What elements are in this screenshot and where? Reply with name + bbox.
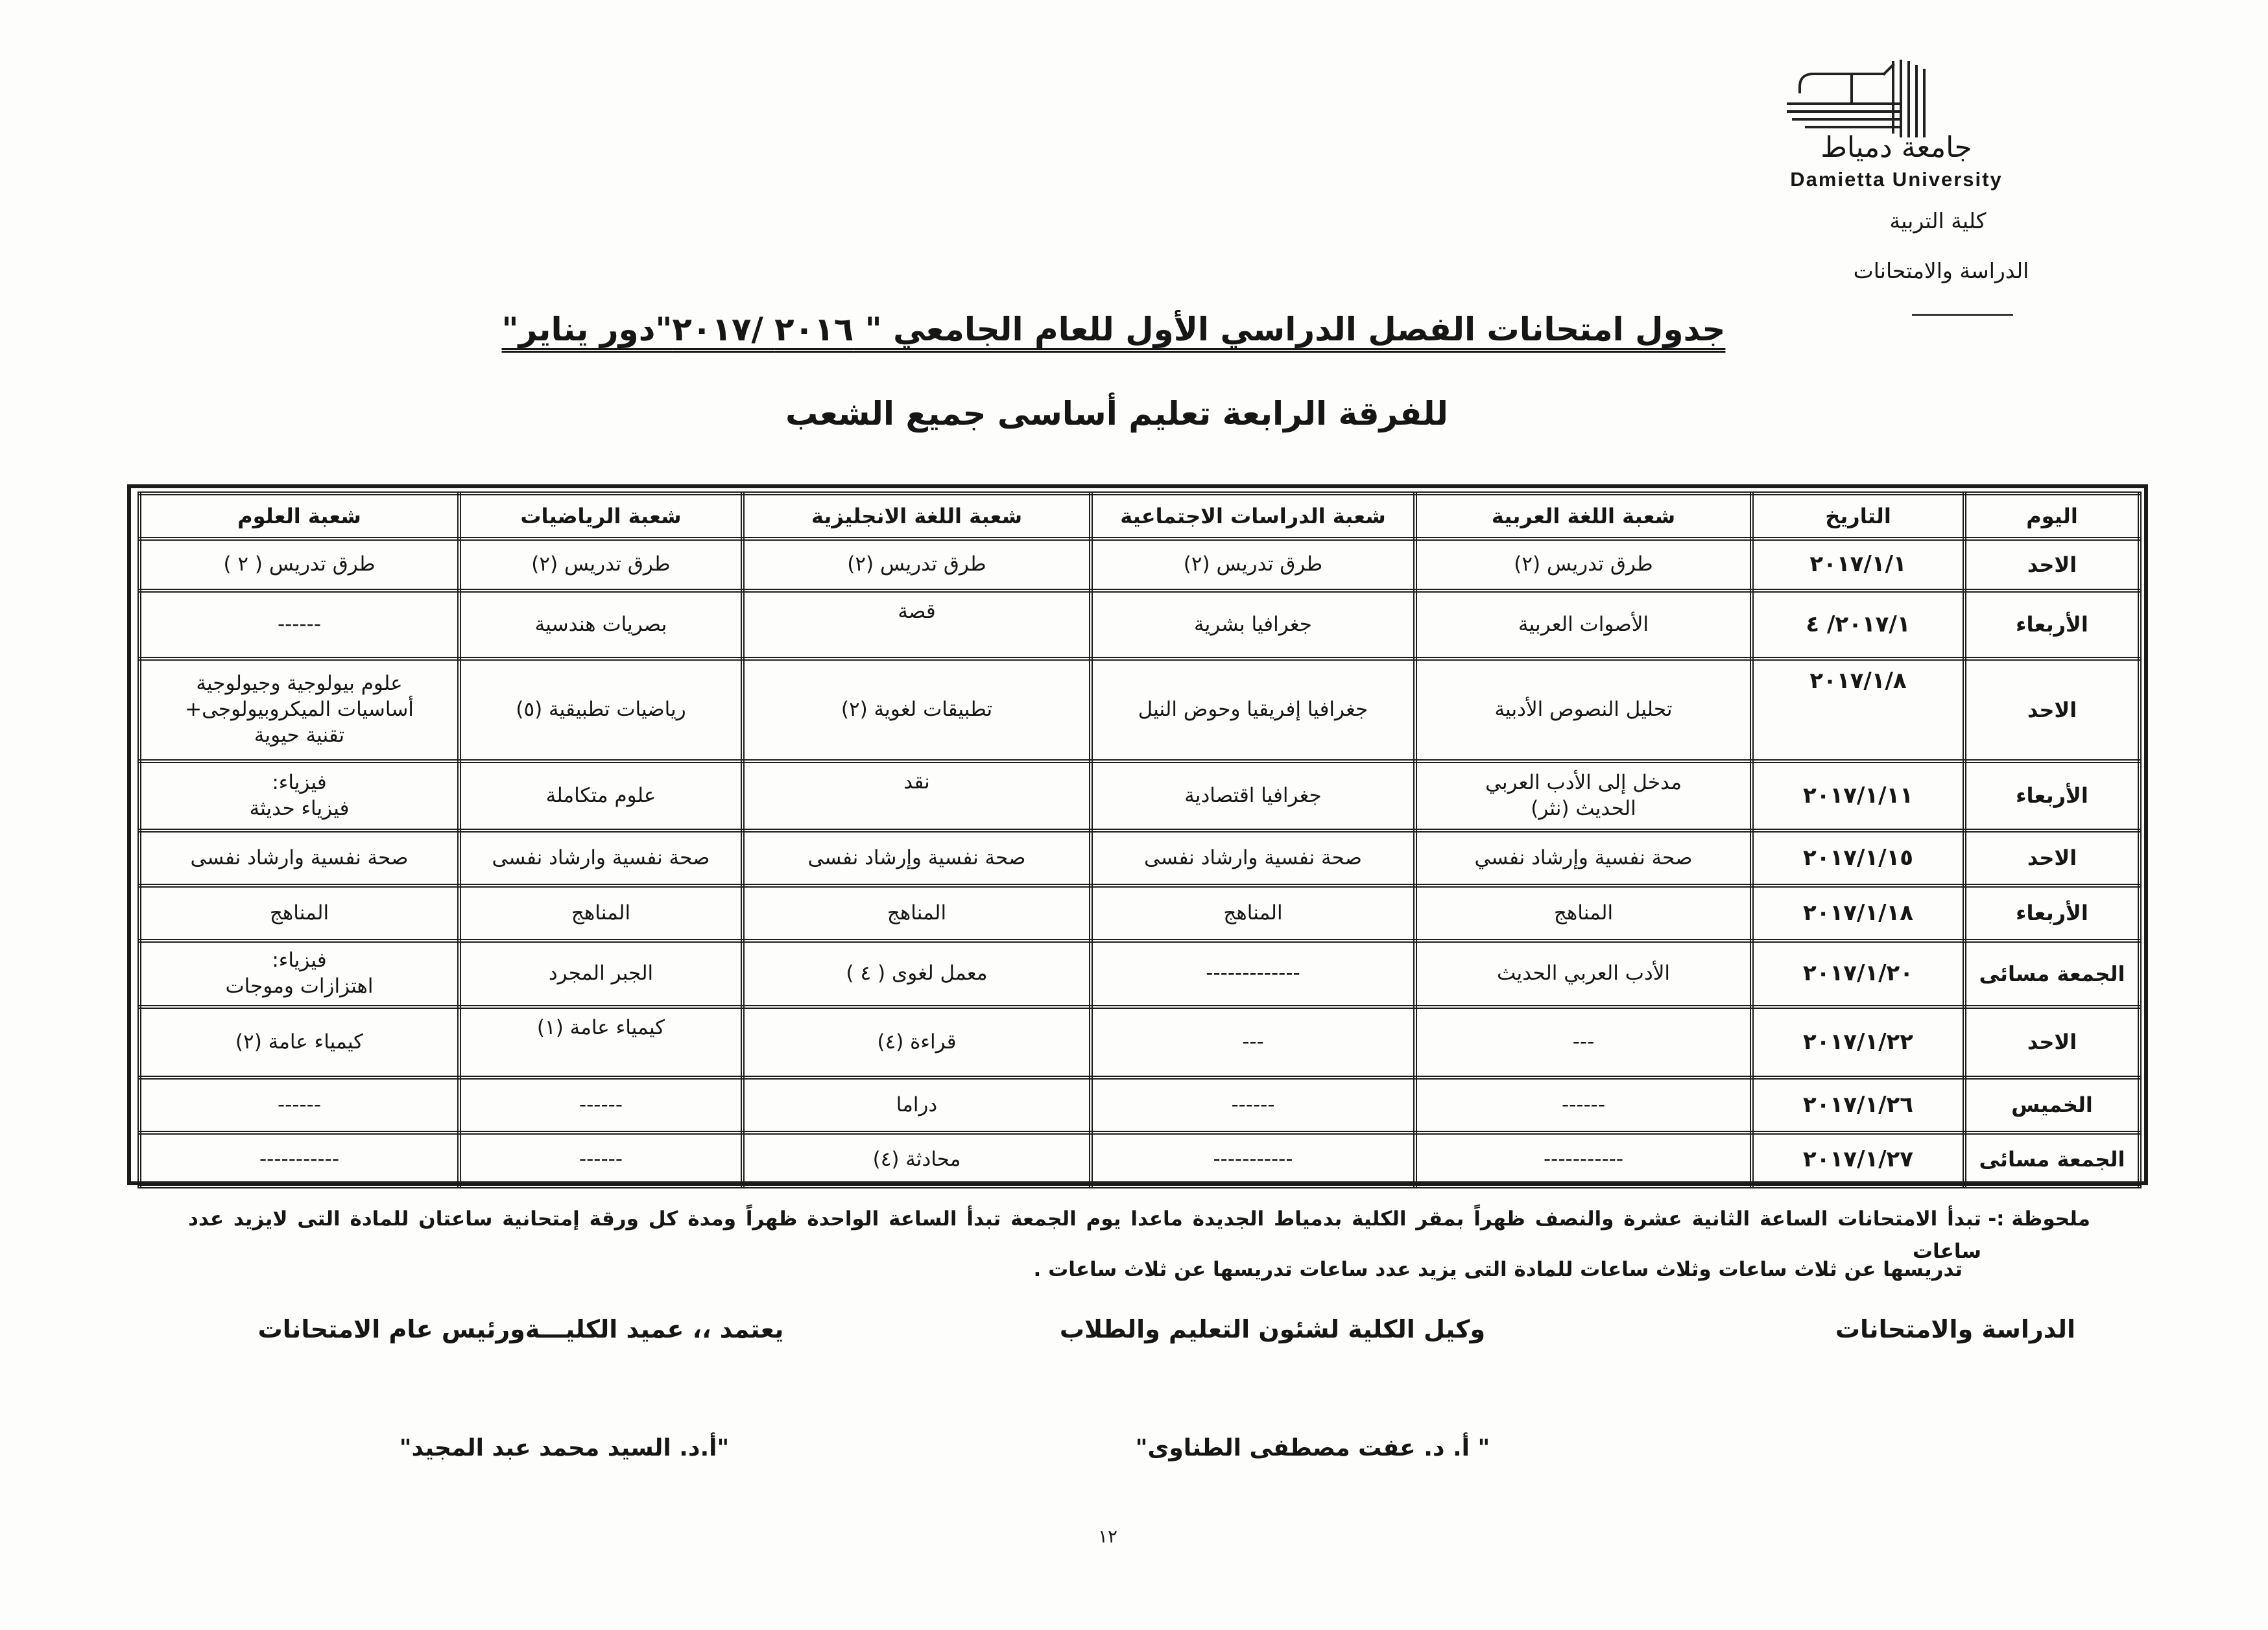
signature-vice-dean: وكيل الكلية لشئون التعليم والطلاب: [1059, 1315, 1486, 1343]
cell-arabic: المناهج: [1415, 886, 1752, 941]
cell-english: طرق تدريس (٢): [743, 539, 1091, 591]
note-label: ملحوظة :-: [1988, 1207, 2090, 1231]
cell-english: صحة نفسية وإرشاد نفسى: [743, 831, 1091, 886]
table-row: [139, 831, 2140, 886]
cell-day: الجمعة مسائى: [1964, 941, 2140, 1007]
cell-science: ------: [139, 591, 459, 659]
cell-english: دراما: [743, 1078, 1091, 1133]
table-row: [139, 1007, 2140, 1078]
cell-date: ٢٠١٧/١/ ٤: [1752, 591, 1964, 659]
cell-social: المناهج: [1091, 886, 1415, 941]
cell-arabic: مدخل إلى الأدب العربي الحديث (نثر): [1415, 761, 1752, 831]
cell-arabic: الأصوات العربية: [1415, 591, 1752, 659]
cell-date: ٢٠١٧/١/١: [1752, 539, 1964, 591]
cell-day: الأربعاء: [1964, 761, 2140, 831]
department-name: الدراسة والامتحانات: [1853, 258, 2029, 283]
cell-social: -------------: [1091, 941, 1415, 1007]
signature-dean: يعتمد ،، عميد الكليـــةورئيس عام الامتحانات: [257, 1315, 784, 1343]
cell-math: رياضيات تطبيقية (٥): [459, 659, 743, 761]
cell-arabic: تحليل النصوص الأدبية: [1415, 659, 1752, 761]
page-number: ١٢: [1097, 1526, 1118, 1547]
cell-day: الاحد: [1964, 659, 2140, 761]
cell-math: المناهج: [459, 886, 743, 941]
cell-date: ٢٠١٧/١/١٥: [1752, 831, 1964, 886]
column-header-date: التاريخ: [1752, 493, 1964, 539]
cell-math: علوم متكاملة: [459, 761, 743, 831]
column-header-social-studies: شعبة الدراسات الاجتماعية: [1091, 493, 1415, 539]
cell-arabic: ---: [1415, 1007, 1752, 1078]
cell-date: ٢٠١٧/١/٨: [1752, 659, 1964, 761]
cell-date: ٢٠١٧/١/١٨: [1752, 886, 1964, 941]
page-title: [141, 302, 2086, 357]
cell-math: بصريات هندسية: [459, 591, 743, 659]
cell-date: ٢٠١٧/١/٢٦: [1752, 1078, 1964, 1133]
cell-date: ٢٠١٧/١/١١: [1752, 761, 1964, 831]
cell-math: صحة نفسية وارشاد نفسى: [459, 831, 743, 886]
cell-date: ٢٠١٧/١/٢٢: [1752, 1007, 1964, 1078]
cell-day: الأربعاء: [1964, 886, 2140, 941]
page-title-text: جدول امتحانات الفصل الدراسي الأول للعام الجامعي " ٢٠١٦ /٢٠١٧"دور يناير": [501, 311, 1726, 348]
cell-english: قراءة (٤): [743, 1007, 1091, 1078]
cell-english: تطبيقات لغوية (٢): [743, 659, 1091, 761]
cell-math: ------: [459, 1078, 743, 1133]
cell-day: الأربعاء: [1964, 591, 2140, 659]
column-header-arabic: شعبة اللغة العربية: [1415, 493, 1752, 539]
university-name-arabic: جامعة دمياط: [1820, 131, 1972, 164]
cell-math: الجبر المجرد: [459, 941, 743, 1007]
page-subtitle: للفرقة الرابعة تعليم أساسى جميع الشعب: [785, 395, 1448, 432]
cell-day: الاحد: [1964, 539, 2140, 591]
dean-name: "أ.د. السيد محمد عبد المجيد": [399, 1435, 730, 1461]
vice-dean-name: " أ. د. عفت مصطفى الطناوى": [1135, 1435, 1490, 1461]
cell-social: طرق تدريس (٢): [1091, 539, 1415, 591]
university-name-english: Damietta University: [1790, 168, 2003, 191]
exam-schedule-table: [137, 491, 2142, 1188]
cell-arabic: الأدب العربي الحديث: [1415, 941, 1752, 1007]
table-row: [139, 1078, 2140, 1133]
cell-science: كيمياء عامة (٢): [139, 1007, 459, 1078]
cell-science: علوم بيولوجية وجيولوجية أساسيات الميكروبيولوجى+ تقنية حيوية: [139, 659, 459, 761]
cell-social: جغرافيا بشرية: [1091, 591, 1415, 659]
table-row: [139, 761, 2140, 831]
cell-science: المناهج: [139, 886, 459, 941]
cell-science: -----------: [139, 1133, 459, 1187]
table-row: [139, 886, 2140, 941]
cell-date: ٢٠١٧/١/٢٠: [1752, 941, 1964, 1007]
cell-science: صحة نفسية وارشاد نفسى: [139, 831, 459, 886]
cell-english: المناهج: [743, 886, 1091, 941]
cell-date: ٢٠١٧/١/٢٧: [1752, 1133, 1964, 1187]
column-header-science: شعبة العلوم: [139, 493, 459, 539]
cell-social: ---: [1091, 1007, 1415, 1078]
cell-social: -----------: [1091, 1133, 1415, 1187]
table-row: [139, 659, 2140, 761]
cell-social: جغرافيا إفريقيا وحوض النيل: [1091, 659, 1415, 761]
column-header-math: شعبة الرياضيات: [459, 493, 743, 539]
table-row: [139, 1133, 2140, 1187]
column-header-english: شعبة اللغة الانجليزية: [743, 493, 1091, 539]
cell-english: قصة: [743, 591, 1091, 659]
table-row: [139, 539, 2140, 591]
cell-science: ------: [139, 1078, 459, 1133]
cell-math: ------: [459, 1133, 743, 1187]
cell-english: نقد: [743, 761, 1091, 831]
column-header-day: اليوم: [1964, 493, 2140, 539]
note-text-line-2: تدريسها عن ثلاث ساعات وثلاث ساعات للمادة التى يزيد عدد ساعات تدريسها عن ثلاث ساعات .: [1033, 1258, 1963, 1281]
cell-day: الخميس: [1964, 1078, 2140, 1133]
cell-arabic: طرق تدريس (٢): [1415, 539, 1752, 591]
note-text-line-1: تبدأ الامتحانات الساعة الثانية عشرة والنصف ظهراً بمقر الكلية بدمياط الجديدة ماعدا يوم الجمعة تبدأ الساعة الواحدة ظهراً ومدة كل ورقة إمتحانية ساعتان للمادة التى لايزيد عدد ساعات: [188, 1207, 1981, 1263]
cell-arabic: صحة نفسية وإرشاد نفسي: [1415, 831, 1752, 886]
cell-math: طرق تدريس (٢): [459, 539, 743, 591]
cell-arabic: -----------: [1415, 1133, 1752, 1187]
cell-science: فيزياء: اهتزازات وموجات: [139, 941, 459, 1007]
cell-english: محادثة (٤): [743, 1133, 1091, 1187]
cell-science: طرق تدريس ( ٢ ): [139, 539, 459, 591]
cell-social: جغرافيا اقتصادية: [1091, 761, 1415, 831]
cell-english: معمل لغوى ( ٤ ): [743, 941, 1091, 1007]
cell-arabic: ------: [1415, 1078, 1752, 1133]
cell-day: الاحد: [1964, 1007, 2140, 1078]
table-row: [139, 941, 2140, 1007]
table-header-row: [139, 493, 2140, 539]
faculty-name: كلية التربية: [1889, 208, 1987, 233]
cell-science: فيزياء: فيزياء حديثة: [139, 761, 459, 831]
cell-social: صحة نفسية وارشاد نفسى: [1091, 831, 1415, 886]
cell-social: ------: [1091, 1078, 1415, 1133]
table-row: [139, 591, 2140, 659]
cell-day: الجمعة مسائى: [1964, 1133, 2140, 1187]
table-body: [139, 539, 2140, 1187]
cell-math: كيمياء عامة (١): [459, 1007, 743, 1078]
cell-day: الاحد: [1964, 831, 2140, 886]
signature-studies-exams: الدراسة والامتحانات: [1835, 1315, 2075, 1343]
